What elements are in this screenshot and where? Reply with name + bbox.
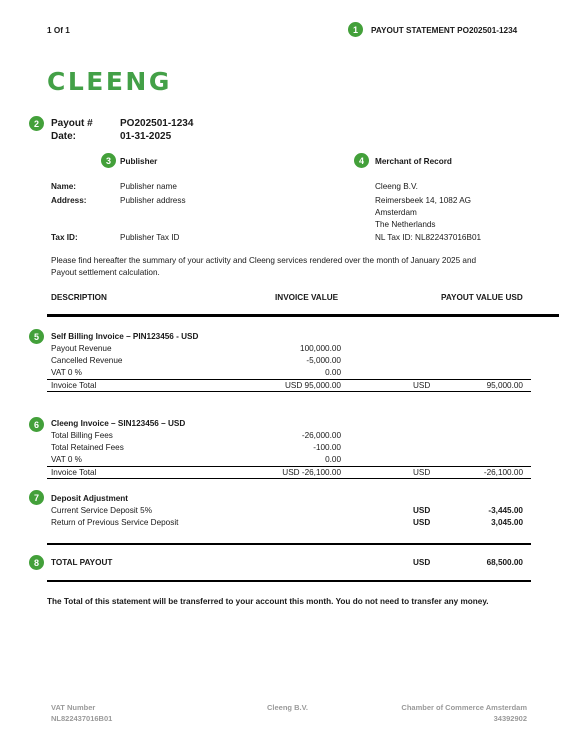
- deposit-title: Deposit Adjustment: [51, 494, 129, 503]
- marker-5: 5: [29, 329, 44, 344]
- merchant-line: NL Tax ID: NL822437016B01: [375, 233, 482, 242]
- marker-3: 3: [101, 153, 116, 168]
- deposit-row-label: Current Service Deposit 5%: [51, 506, 153, 515]
- merchant-line: Reimersbeek 14, 1082 AG: [375, 196, 472, 205]
- footer-vat-label: VAT Number: [51, 703, 96, 712]
- footer-chamber-label: Chamber of Commerce Amsterdam: [401, 703, 527, 712]
- cleeng-invoice-row-label: VAT 0 %: [51, 455, 82, 464]
- merchant-line: The Netherlands: [375, 220, 436, 229]
- deposit-row-currency: USD: [413, 518, 431, 527]
- publisher-tax: Publisher Tax ID: [120, 233, 180, 242]
- section-rule: [47, 466, 531, 467]
- total-payout-currency: USD: [413, 558, 431, 567]
- total-payout-value: 68,500.00: [486, 558, 523, 567]
- deposit-row-value: 3,045.00: [491, 518, 523, 527]
- payout-number-label: Payout #: [51, 118, 93, 129]
- merchant-line: Cleeng B.V.: [375, 182, 418, 191]
- self-billing-row-label: VAT 0 %: [51, 368, 82, 377]
- page-count: 1 Of 1: [47, 26, 70, 35]
- marker-6: 6: [29, 417, 44, 432]
- summary-text-line-1: Please find hereafter the summary of your activity and Cleeng services rendered over the month of January 2025 and: [51, 256, 477, 265]
- self-billing-total-invoice: USD 95,000.00: [285, 381, 341, 390]
- marker-7: 7: [29, 490, 44, 505]
- deposit-row-currency: USD: [413, 506, 431, 515]
- cleeng-invoice-total-invoice: USD -26,100.00: [282, 468, 341, 477]
- marker-2: 2: [29, 116, 44, 131]
- transfer-note: The Total of this statement will be transferred to your account this month. You do not need to transfer any money.: [47, 597, 489, 606]
- merchant-line: Amsterdam: [375, 208, 417, 217]
- publisher-name: Publisher name: [120, 182, 177, 191]
- deposit-row-label: Return of Previous Service Deposit: [51, 518, 179, 527]
- footer-company: Cleeng B.V.: [267, 703, 308, 712]
- section-rule: [47, 478, 531, 479]
- column-invoice-value: INVOICE VALUE: [275, 293, 339, 302]
- footer-chamber-value: 34392902: [493, 714, 527, 723]
- self-billing-row-label: Payout Revenue: [51, 344, 112, 353]
- payout-date-label: Date:: [51, 131, 77, 142]
- marker-4: 4: [354, 153, 369, 168]
- self-billing-total-currency: USD: [413, 381, 431, 390]
- header-rule: [47, 314, 559, 317]
- cleeng-invoice-row-value: 0.00: [325, 455, 341, 464]
- payout-number: PO202501-1234: [120, 118, 194, 129]
- self-billing-total-payout: 95,000.00: [486, 381, 523, 390]
- column-payout-value: PAYOUT VALUE USD: [441, 293, 523, 302]
- cleeng-invoice-row-label: Total Retained Fees: [51, 443, 124, 452]
- section-rule: [47, 379, 531, 380]
- deposit-row-value: -3,445.00: [488, 506, 523, 515]
- cleeng-invoice-row-value: -26,000.00: [301, 431, 341, 440]
- self-billing-row-value: 0.00: [325, 368, 341, 377]
- self-billing-title: Self Billing Invoice – PIN123456 - USD: [51, 332, 199, 341]
- cleeng-invoice-total-label: Invoice Total: [51, 468, 97, 477]
- self-billing-row-value: -5,000.00: [306, 356, 341, 365]
- merchant-heading: Merchant of Record: [375, 157, 452, 166]
- total-payout-label: TOTAL PAYOUT: [51, 558, 113, 567]
- cleeng-invoice-row-value: -100.00: [313, 443, 341, 452]
- cleeng-invoice-row-label: Total Billing Fees: [51, 431, 113, 440]
- payout-date: 01-31-2025: [120, 131, 172, 142]
- self-billing-total-label: Invoice Total: [51, 381, 97, 390]
- cleeng-logo: CLEENG: [47, 67, 172, 96]
- summary-text-line-2: Payout settlement calculation.: [51, 268, 160, 277]
- publisher-name-label: Name:: [51, 182, 77, 191]
- cleeng-invoice-total-currency: USD: [413, 468, 431, 477]
- publisher-address: Publisher address: [120, 196, 186, 205]
- statement-title: PAYOUT STATEMENT PO202501-1234: [371, 26, 518, 35]
- marker-8: 8: [29, 555, 44, 570]
- publisher-heading: Publisher: [120, 157, 158, 166]
- marker-1: 1: [348, 22, 363, 37]
- total-rule-bottom: [47, 580, 531, 582]
- footer-vat-value: NL822437016B01: [51, 714, 113, 723]
- total-rule-top: [47, 543, 531, 545]
- publisher-tax-label: Tax ID:: [51, 233, 78, 242]
- cleeng-invoice-title: Cleeng Invoice – SIN123456 – USD: [51, 419, 186, 428]
- section-rule: [47, 391, 531, 392]
- publisher-address-label: Address:: [51, 196, 87, 205]
- column-description: DESCRIPTION: [51, 293, 107, 302]
- cleeng-invoice-total-payout: -26,100.00: [483, 468, 523, 477]
- self-billing-row-value: 100,000.00: [300, 344, 341, 353]
- self-billing-row-label: Cancelled Revenue: [51, 356, 123, 365]
